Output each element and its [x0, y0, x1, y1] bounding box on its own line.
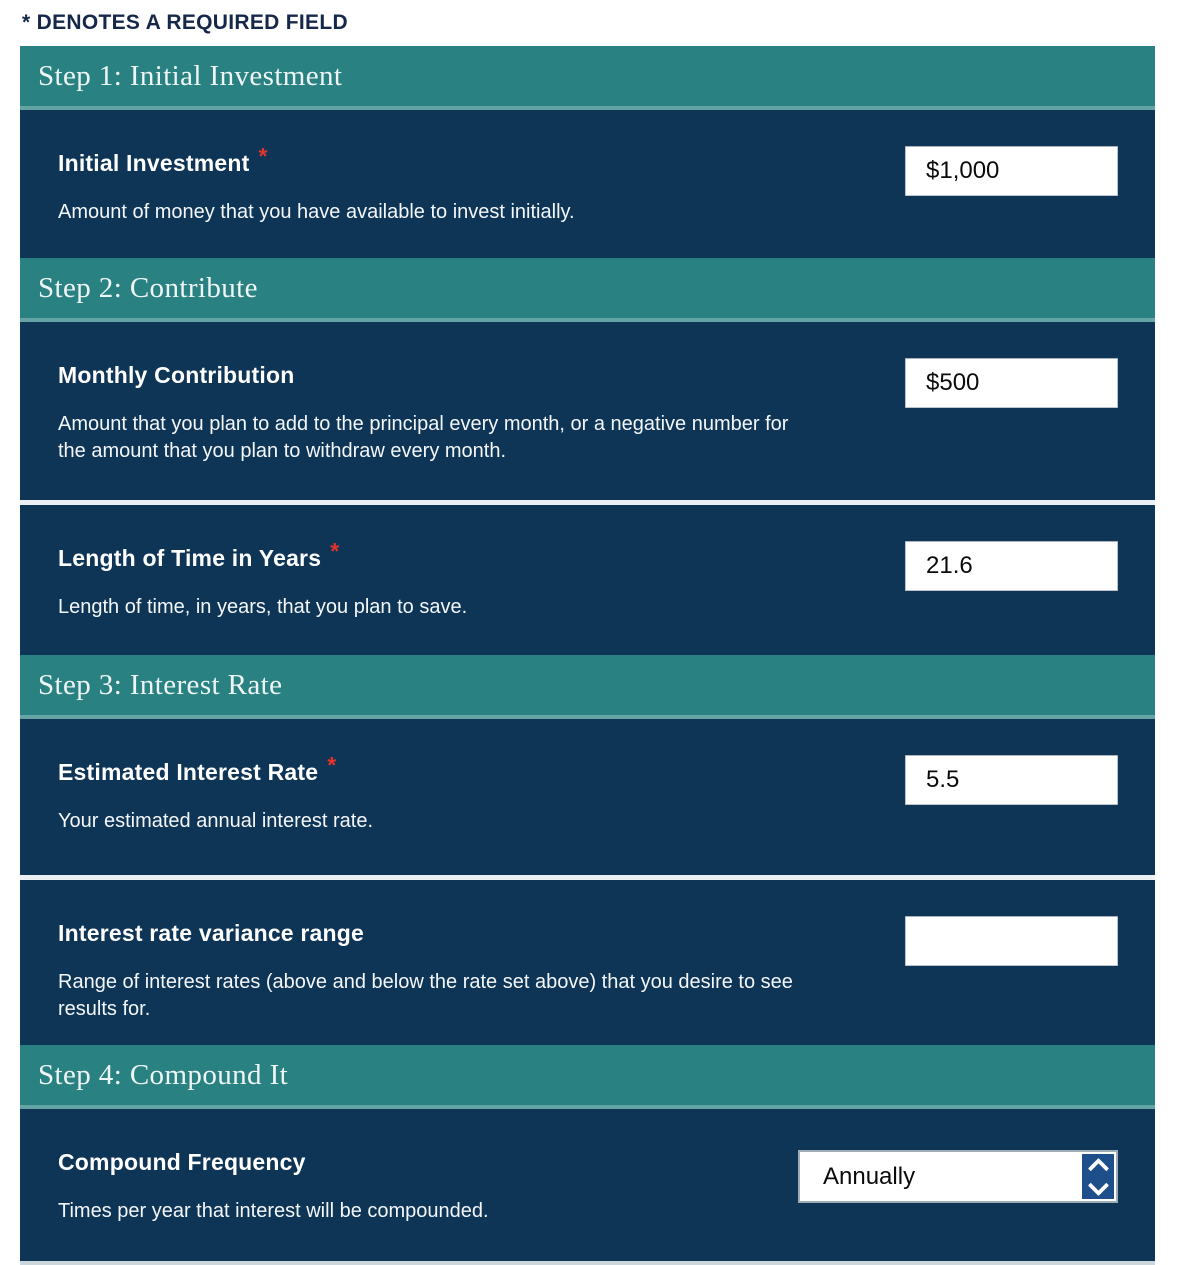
required-asterisk: * — [327, 752, 337, 778]
compound-frequency-select[interactable] — [798, 1150, 1118, 1203]
step-2-header-label: Step 2: Contribute — [38, 271, 258, 304]
monthly-contribution-label: Monthly Contribution — [58, 362, 295, 388]
field-row-initial-investment — [20, 110, 1155, 258]
required-asterisk: * — [258, 143, 268, 169]
step-1-header-label: Step 1: Initial Investment — [38, 59, 343, 92]
next-row-divider — [20, 1261, 1155, 1265]
field-row-length-of-time — [20, 505, 1155, 655]
monthly-contribution-description: Amount that you plan to add to the principal every month, or a negative number for the amount that you plan to withdraw every month. — [58, 413, 789, 462]
estimated-interest-rate-input[interactable] — [905, 755, 1118, 805]
chevron-down-icon — [1087, 1174, 1108, 1195]
monthly-contribution-input[interactable] — [905, 358, 1118, 408]
step-2-header — [20, 258, 1155, 322]
field-label-line — [58, 362, 815, 389]
field-row-estimated-interest-rate — [20, 719, 1155, 875]
compound-frequency-selected-value: Annually — [823, 1162, 916, 1190]
length-of-time-label: Length of Time in Years — [58, 545, 322, 571]
field-row-compound-frequency — [20, 1109, 1155, 1261]
step-3-header — [20, 655, 1155, 719]
compound-frequency-description: Times per year that interest will be compounded. — [58, 1200, 489, 1222]
initial-investment-description: Amount of money that you have available to invest initially. — [58, 201, 575, 223]
field-label-line — [58, 752, 815, 786]
estimated-interest-rate-label: Estimated Interest Rate — [58, 759, 319, 785]
initial-investment-input[interactable] — [905, 146, 1118, 196]
estimated-interest-rate-description: Your estimated annual interest rate. — [58, 810, 374, 832]
step-4-header-label: Step 4: Compound It — [38, 1058, 289, 1091]
interest-rate-variance-input[interactable] — [905, 916, 1118, 966]
interest-rate-variance-label: Interest rate variance range — [58, 920, 365, 946]
length-of-time-description: Length of time, in years, that you plan to save. — [58, 596, 468, 618]
required-field-note: * DENOTES A REQUIRED FIELD — [22, 11, 348, 34]
length-of-time-input[interactable] — [905, 541, 1118, 591]
interest-rate-variance-description: Range of interest rates (above and below the rate set above) that you desire to see results for. — [58, 971, 793, 1020]
field-row-monthly-contribution — [20, 322, 1155, 500]
step-3-header-label: Step 3: Interest Rate — [38, 668, 283, 701]
compound-frequency-label: Compound Frequency — [58, 1149, 306, 1175]
field-label-line — [58, 143, 815, 177]
required-asterisk: * — [330, 538, 340, 564]
step-4-header — [20, 1045, 1155, 1109]
calculator-form — [20, 46, 1155, 1261]
field-label-line — [58, 920, 815, 947]
field-label-line — [58, 1149, 815, 1176]
step-1-header — [20, 46, 1155, 110]
initial-investment-label: Initial Investment — [58, 150, 250, 176]
field-label-line — [58, 538, 815, 572]
field-row-interest-rate-variance — [20, 880, 1155, 1045]
select-spinner[interactable] — [1082, 1154, 1114, 1199]
